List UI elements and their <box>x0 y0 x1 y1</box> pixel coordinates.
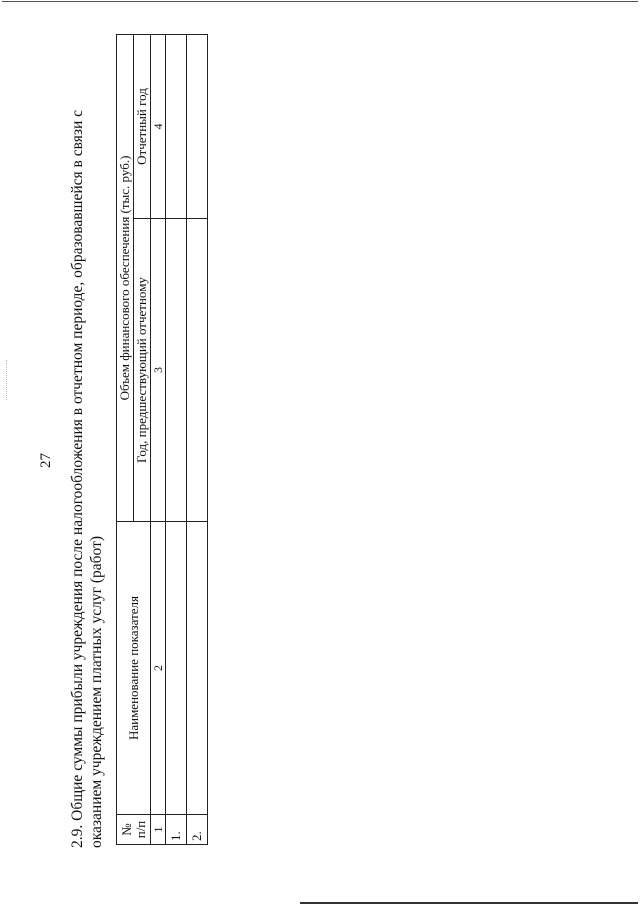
column-number: 1 <box>151 815 166 845</box>
row-number: 1. <box>166 815 187 845</box>
column-number: 3 <box>151 219 166 522</box>
row-report-year-value <box>166 34 187 218</box>
header-report-year: Отчетный год <box>134 34 151 218</box>
column-number-row <box>151 34 166 844</box>
header-no: № п/п <box>117 815 151 845</box>
page-number: 27 <box>38 453 54 468</box>
row-report-year-value <box>187 34 208 218</box>
table-row <box>166 34 187 844</box>
header-prev-year: Год, предшествующий отчетному <box>134 219 151 522</box>
column-number: 2 <box>151 522 166 815</box>
header-funding-volume: Объем финансового обеспечения (тыс. руб.) <box>117 34 134 521</box>
header-indicator-name: Наименование показателя <box>117 522 151 815</box>
table-row <box>187 34 208 844</box>
row-indicator-name <box>166 522 187 815</box>
table-header-row <box>117 34 134 844</box>
row-prev-year-value <box>166 219 187 522</box>
row-prev-year-value <box>187 219 208 522</box>
column-number: 4 <box>151 34 166 218</box>
row-number: 2. <box>187 815 208 845</box>
section-heading: 2.9. Общие суммы прибыли учреждения после налогообложения в отчетном периоде, образовавшейся в связи с оказанием учреждением платных услуг (работ) <box>69 109 105 848</box>
row-indicator-name <box>187 522 208 815</box>
profit-table <box>116 34 208 845</box>
